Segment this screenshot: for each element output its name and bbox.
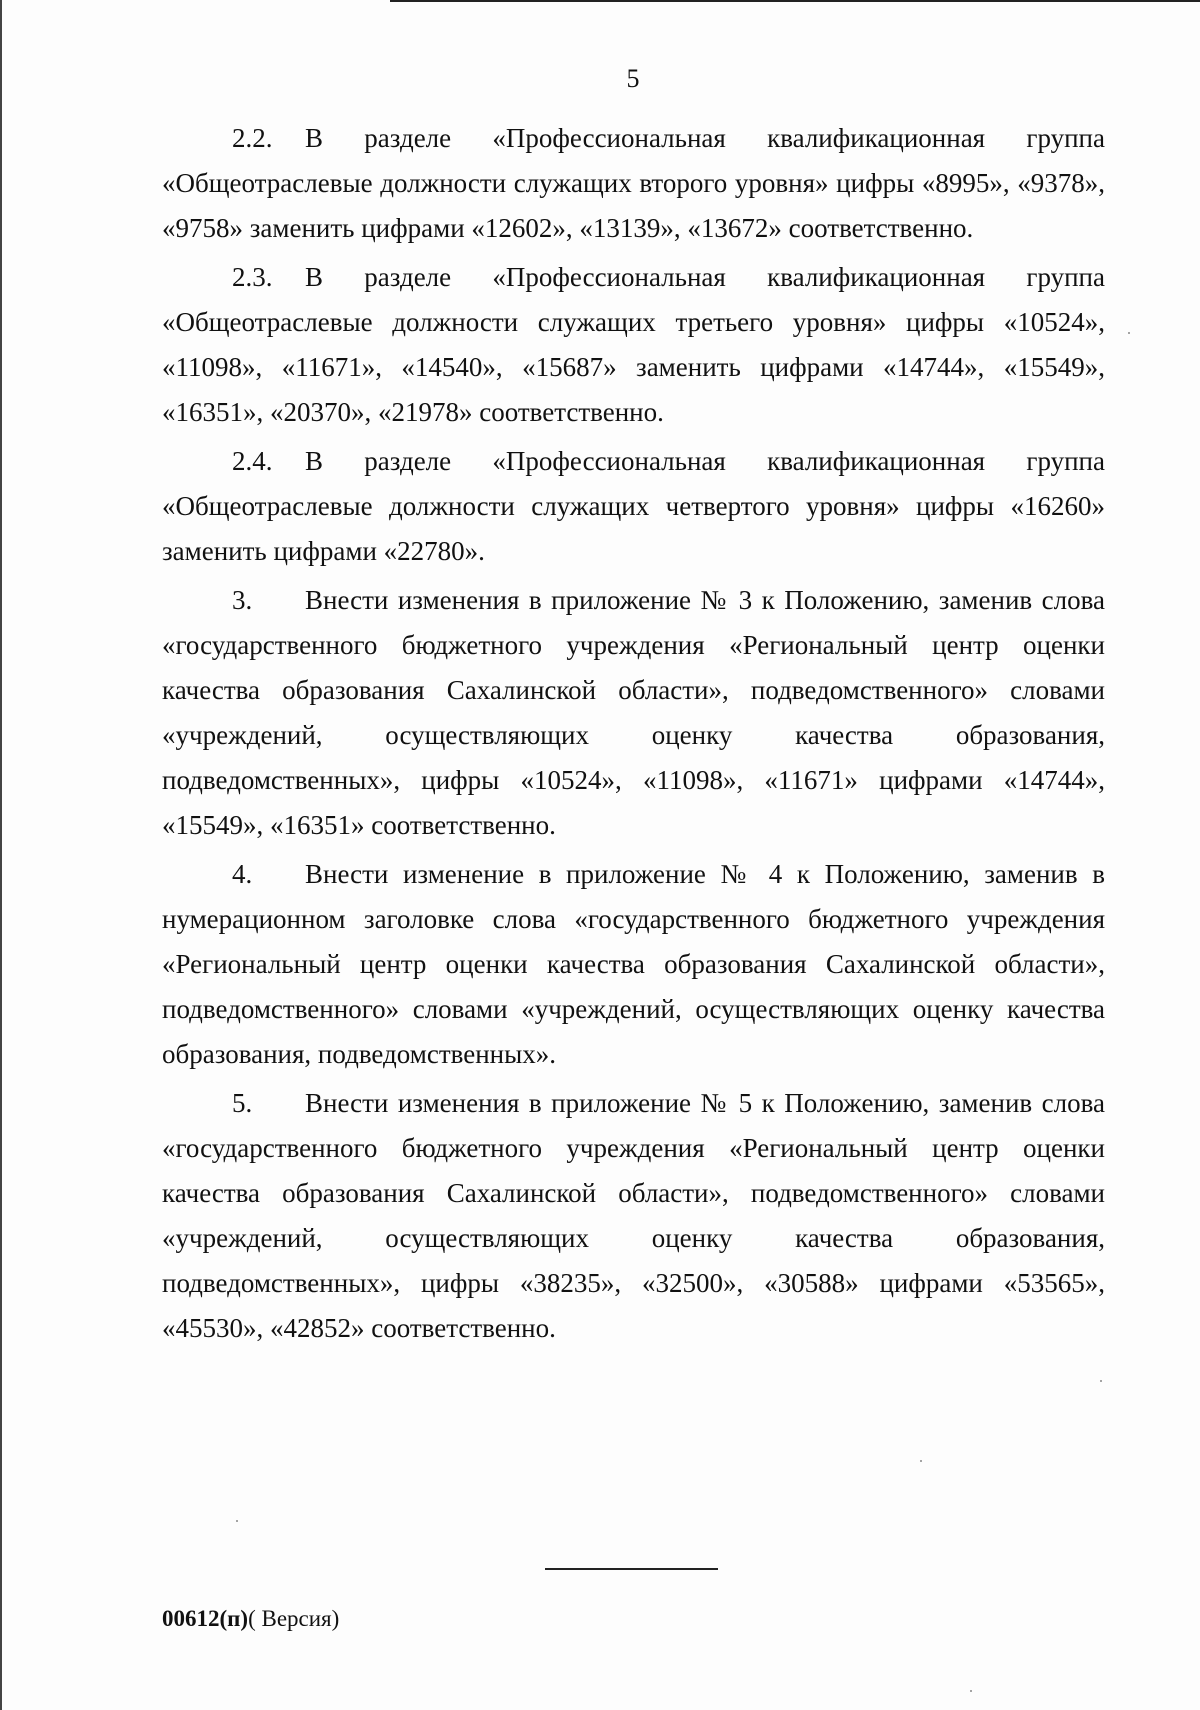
paragraph-4 [162, 852, 1105, 1077]
scan-speck [1100, 1380, 1102, 1382]
scan-speck [236, 1520, 238, 1522]
paragraph-number: 3. [232, 585, 253, 615]
scan-speck [1128, 332, 1130, 334]
paragraph-text: Внести изменение в приложение № 4 к Положению, заменив в нумерационном заголовке слова «государственного бюджетного учреждения «Региональный центр оценки качества образования Сахалинской области», подведомственного» словами «учреждений, осуществляющих оценку качества образования, подведомственных». [162, 859, 1105, 1069]
paragraph-number: 2.3. [232, 262, 273, 292]
scan-speck [920, 1460, 922, 1462]
document-code: 00612(п) [162, 1606, 249, 1631]
paragraph-number: 5. [232, 1088, 253, 1118]
paragraph-text: Внести изменения в приложение № 3 к Положению, заменив слова «государственного бюджетного учреждения «Региональный центр оценки качества образования Сахалинской области», подведомственного» словами «учреждений, осуществляющих оценку качества образования, подведомственных», цифры «10524», «11098», «11671» цифрами «14744», «15549», «16351» соответственно. [162, 585, 1105, 840]
paragraph-text: Внести изменения в приложение № 5 к Положению, заменив слова «государственного бюджетного учреждения «Региональный центр оценки качества образования Сахалинской области», подведомственного» словами «учреждений, осуществляющих оценку качества образования, подведомственных», цифры «38235», «32500», «30588» цифрами «53565», «45530», «42852» соответственно. [162, 1088, 1105, 1343]
scan-speck [970, 1690, 972, 1692]
paragraph-text: В разделе «Профессиональная квалификационная группа «Общеотраслевые должности служащих второго уровня» цифры «8995», «9378», «9758» заменить цифрами «12602», «13139», «13672» соответственно. [162, 123, 1105, 243]
left-border-line [0, 0, 2, 1710]
document-version: ( Версия) [248, 1606, 340, 1631]
paragraph-3 [162, 578, 1105, 848]
paragraph-number: 2.4. [232, 446, 273, 476]
top-border-line [390, 0, 1200, 2]
paragraph-text: В разделе «Профессиональная квалификационная группа «Общеотраслевые должности служащих третьего уровня» цифры «10524», «11098», «11671», «14540», «15687» заменить цифрами «14744», «15549», «16351», «20370», «21978» соответственно. [162, 262, 1105, 427]
paragraph-2-2 [162, 116, 1105, 251]
paragraph-5 [162, 1081, 1105, 1351]
paragraph-2-4 [162, 439, 1105, 574]
document-body [162, 116, 1105, 1351]
page-number: 5 [626, 64, 640, 93]
closing-separator-line [545, 1568, 718, 1570]
paragraph-text: В разделе «Профессиональная квалификационная группа «Общеотраслевые должности служащих четвертого уровня» цифры «16260» заменить цифрами «22780». [162, 446, 1105, 566]
paragraph-number: 2.2. [232, 123, 273, 153]
document-footer-code [162, 1606, 339, 1632]
paragraph-2-3 [162, 255, 1105, 435]
paragraph-number: 4. [232, 859, 253, 889]
